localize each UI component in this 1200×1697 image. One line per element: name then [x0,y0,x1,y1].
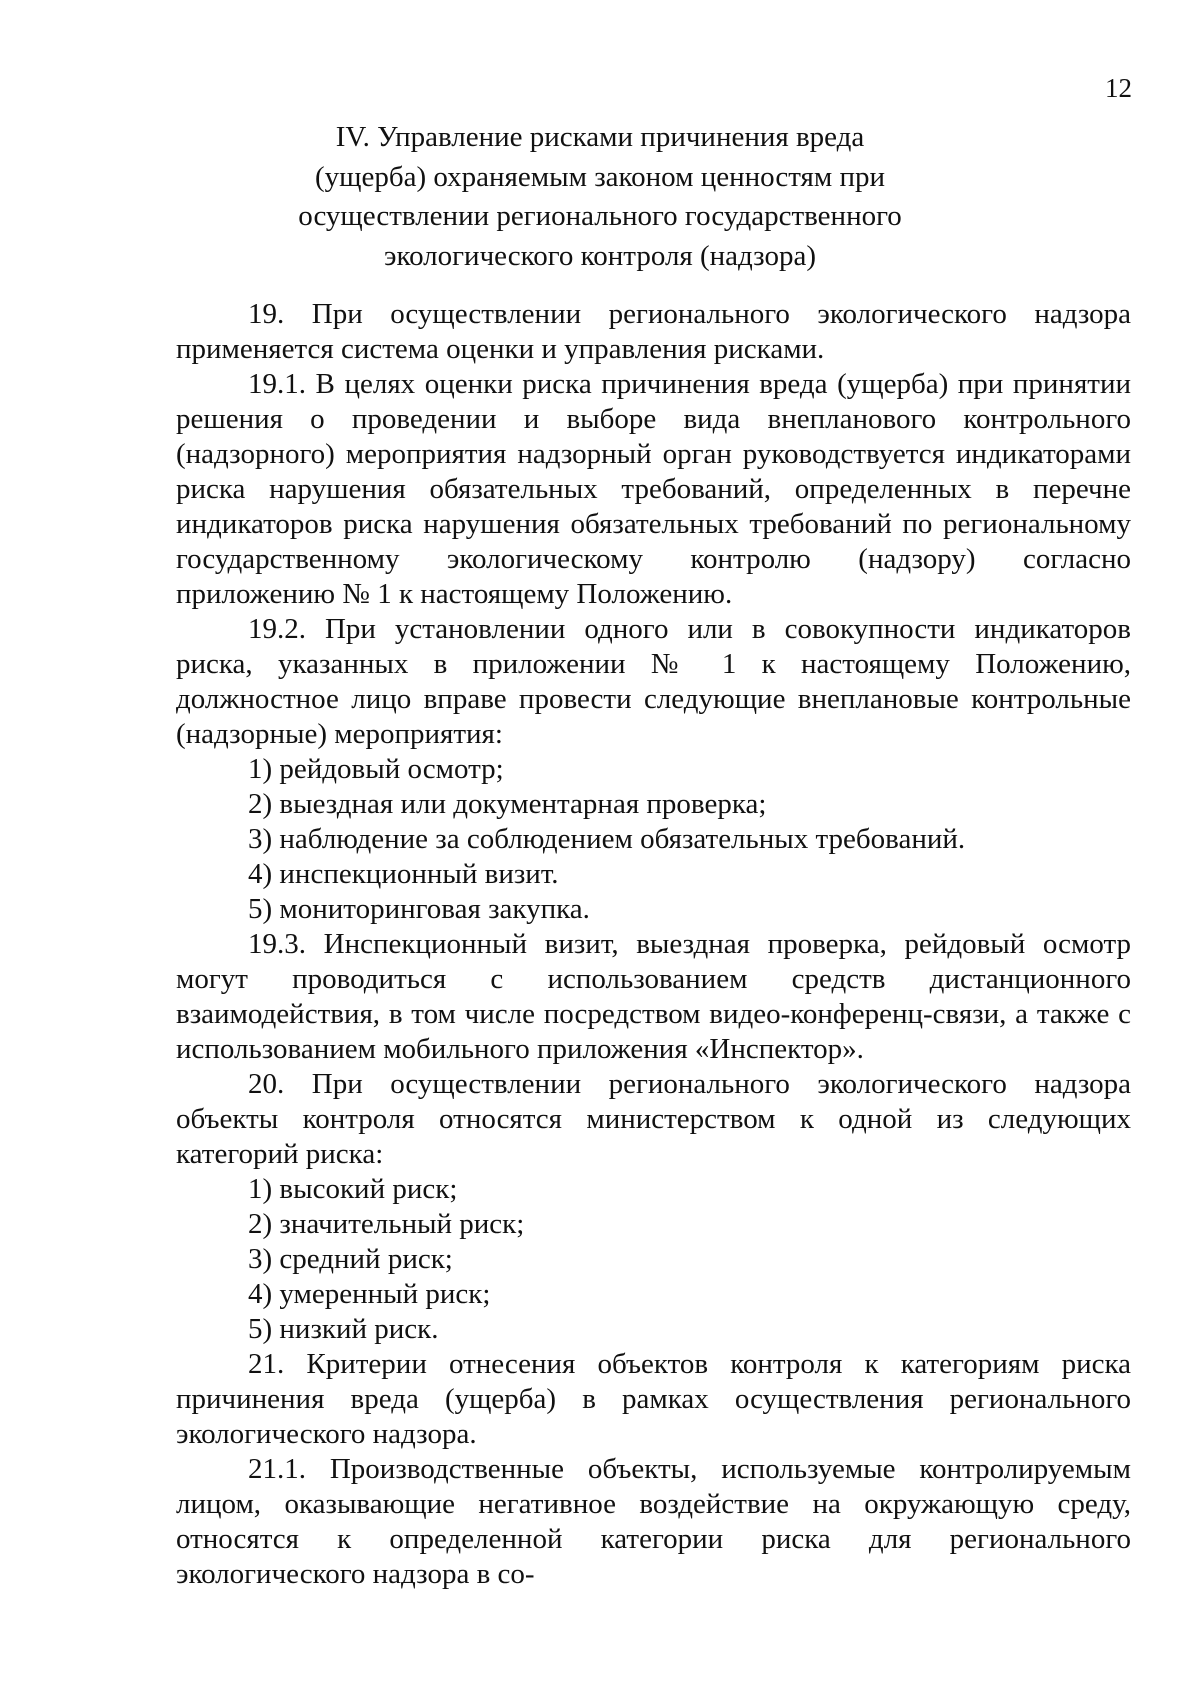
list-item: 1) высокий риск; [248,1173,458,1205]
list-item: 3) наблюдение за соблюдением обязательных требований. [248,823,966,855]
paragraph-19-1: 19.1. В целях оценки риска причинения вреда (ущерба) при принятии решения о проведении и выборе вида внепланового контрольного (надзорного) мероприятия надзорный орган руководствуется индикаторами риска нарушения обязательных требований, определенных в перечне индикаторов риска нарушения обязательных требований по региональному государственному экологическому контролю (надзору) согласно приложению № 1 к настоящему Положению. [176,368,1131,610]
list-item: 1) рейдовый осмотр; [248,753,504,785]
page-number: 12 [1105,73,1132,103]
list-item: 2) выездная или документарная проверка; [248,788,767,820]
heading-line: экологического контроля (надзора) [384,239,816,272]
heading-line: IV. Управление рисками причинения вреда [335,121,865,153]
paragraph-21: 21. Критерии отнесения объектов контроля к категориям риска причинения вреда (ущерба) в рамках осуществления регионального экологического надзора. [176,1348,1131,1450]
document-body [176,297,1131,1592]
list-item: 2) значительный риск; [248,1208,525,1240]
paragraph-19-2: 19.2. При установлении одного или в совокупности индикаторов риска, указанных в приложении № 1 к настоящему Положению, должностное лицо вправе провести следующие внеплановые контрольные (надзорные) мероприятия: [176,613,1131,750]
paragraph-19-3: 19.3. Инспекционный визит, выездная проверка, рейдовый осмотр могут проводиться с использованием средств дистанционного взаимодействия, в том числе посредством видео-конференц-связи, а также с использованием мобильного приложения «Инспектор». [176,928,1131,1065]
list-item: 5) низкий риск. [248,1313,439,1345]
section-heading [200,118,1000,276]
heading-line: осуществлении регионального государственного [298,200,902,232]
paragraph-20: 20. При осуществлении регионального экологического надзора объекты контроля относятся министерством к одной из следующих категорий риска: [176,1068,1131,1170]
list-item: 4) умеренный риск; [248,1278,491,1310]
list-item: 5) мониторинговая закупка. [248,893,590,925]
paragraph-19: 19. При осуществлении регионального экологического надзора применяется система оценки и управления рисками. [176,298,1131,365]
paragraph-21-1: 21.1. Производственные объекты, используемые контролируемым лицом, оказывающие негативное воздействие на окружающую среду, относятся к определенной категории риска для регионального экологического надзора в со- [176,1453,1131,1590]
list-item: 4) инспекционный визит. [248,858,559,890]
heading-line: (ущерба) охраняемым законом ценностям при [314,160,886,193]
list-item: 3) средний риск; [248,1243,453,1275]
